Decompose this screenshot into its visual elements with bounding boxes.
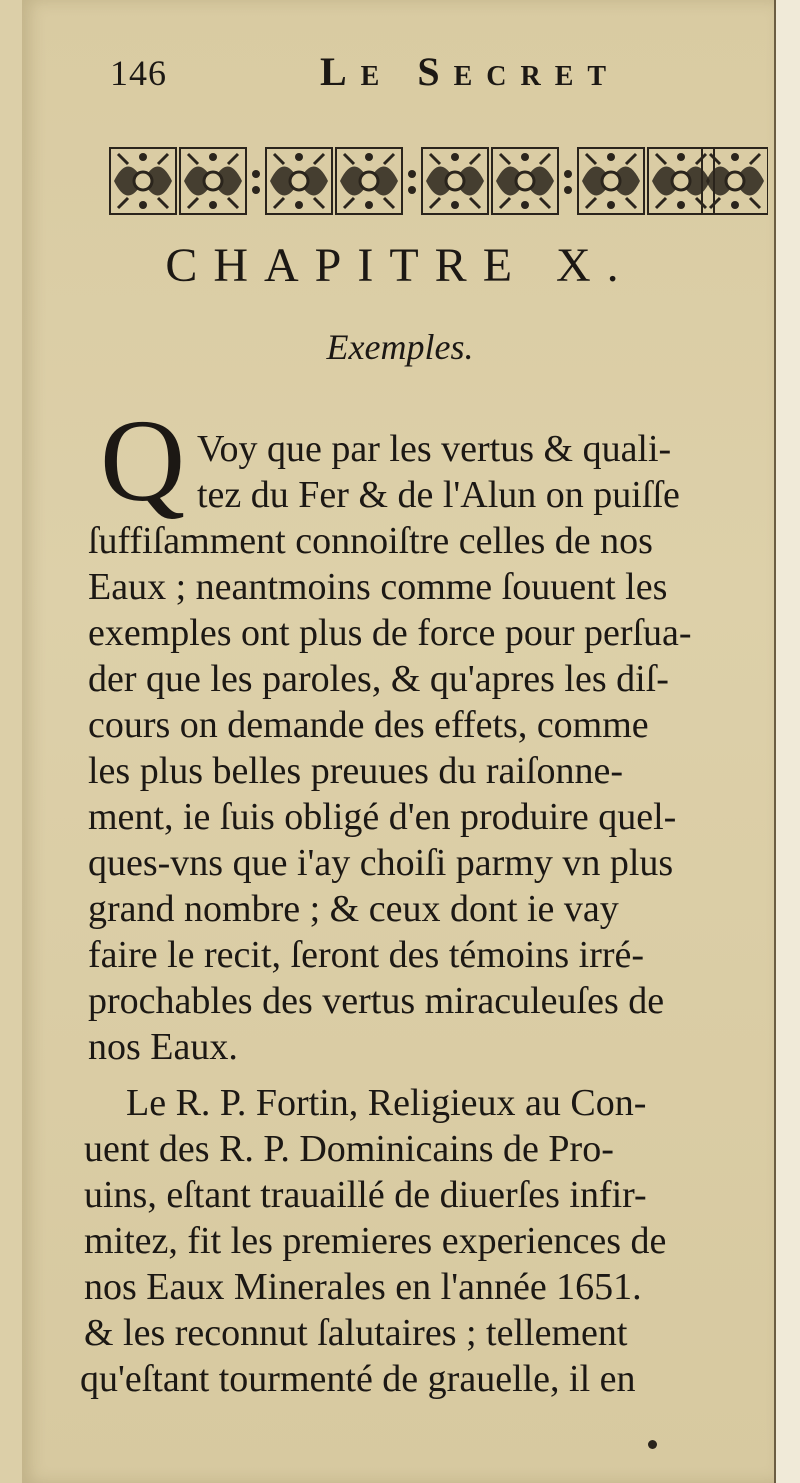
text-line: & les reconnut ſalutaires ; tellement	[84, 1312, 628, 1354]
chapter-title: CHAPITRE X.	[165, 239, 635, 292]
text-line: les plus belles preuues du raiſonne-	[88, 750, 624, 792]
running-title: Le Secret	[320, 49, 621, 94]
ornament-block-2	[266, 148, 402, 214]
text-line: cours on demande des effets, comme	[88, 704, 649, 746]
ornament-block-4	[578, 148, 714, 214]
text-line: mitez, fit les premieres experiences de	[84, 1220, 667, 1262]
text-line: Eaux ; neantmoins comme ſouuent les	[88, 566, 668, 608]
adjacent-page-edge	[774, 0, 800, 1483]
text-line: qu'eſtant tourmenté de grauelle, il en	[80, 1358, 636, 1400]
ornament-block-5	[702, 148, 768, 214]
text-line: uins, eſtant trauaillé de diuerſes infir-	[84, 1174, 647, 1216]
text-line: exemples ont plus de force pour perſua-	[88, 612, 692, 654]
chapter-subtitle: Exemples.	[326, 327, 474, 367]
ornament-band	[108, 142, 768, 220]
text-line: grand nombre ; & ceux dont ie vay	[88, 888, 619, 930]
text-line: der que les paroles, & qu'apres les diſ-	[88, 658, 669, 700]
ink-speck	[648, 1440, 657, 1449]
text-line: uent des R. P. Dominicains de Pro-	[84, 1128, 614, 1170]
text-line: faire le recit, ſeront des témoins irré-	[88, 934, 645, 976]
text-line: tez du Fer & de l'Alun on puiſſe	[197, 474, 680, 516]
text-line: Le R. P. Fortin, Religieux au Con-	[126, 1082, 647, 1124]
text-line: ques-vns que i'ay choiſi parmy vn plus	[88, 842, 674, 884]
text-line: ment, ie ſuis obligé d'en produire quel-	[88, 796, 677, 838]
text-line: nos Eaux.	[88, 1026, 238, 1068]
ornament-block-3	[422, 148, 558, 214]
page-number: 146	[110, 53, 167, 93]
drop-cap: Q	[100, 395, 186, 526]
text-line: Voy que par les vertus & quali-	[197, 428, 672, 470]
text-line: nos Eaux Minerales en l'année 1651.	[84, 1266, 642, 1308]
page-header	[110, 48, 710, 108]
ornament-block-1	[110, 148, 246, 214]
text-line: ſuffiſamment connoiſtre celles de nos	[88, 520, 653, 562]
text-line: prochables des vertus miraculeuſes de	[88, 980, 665, 1022]
